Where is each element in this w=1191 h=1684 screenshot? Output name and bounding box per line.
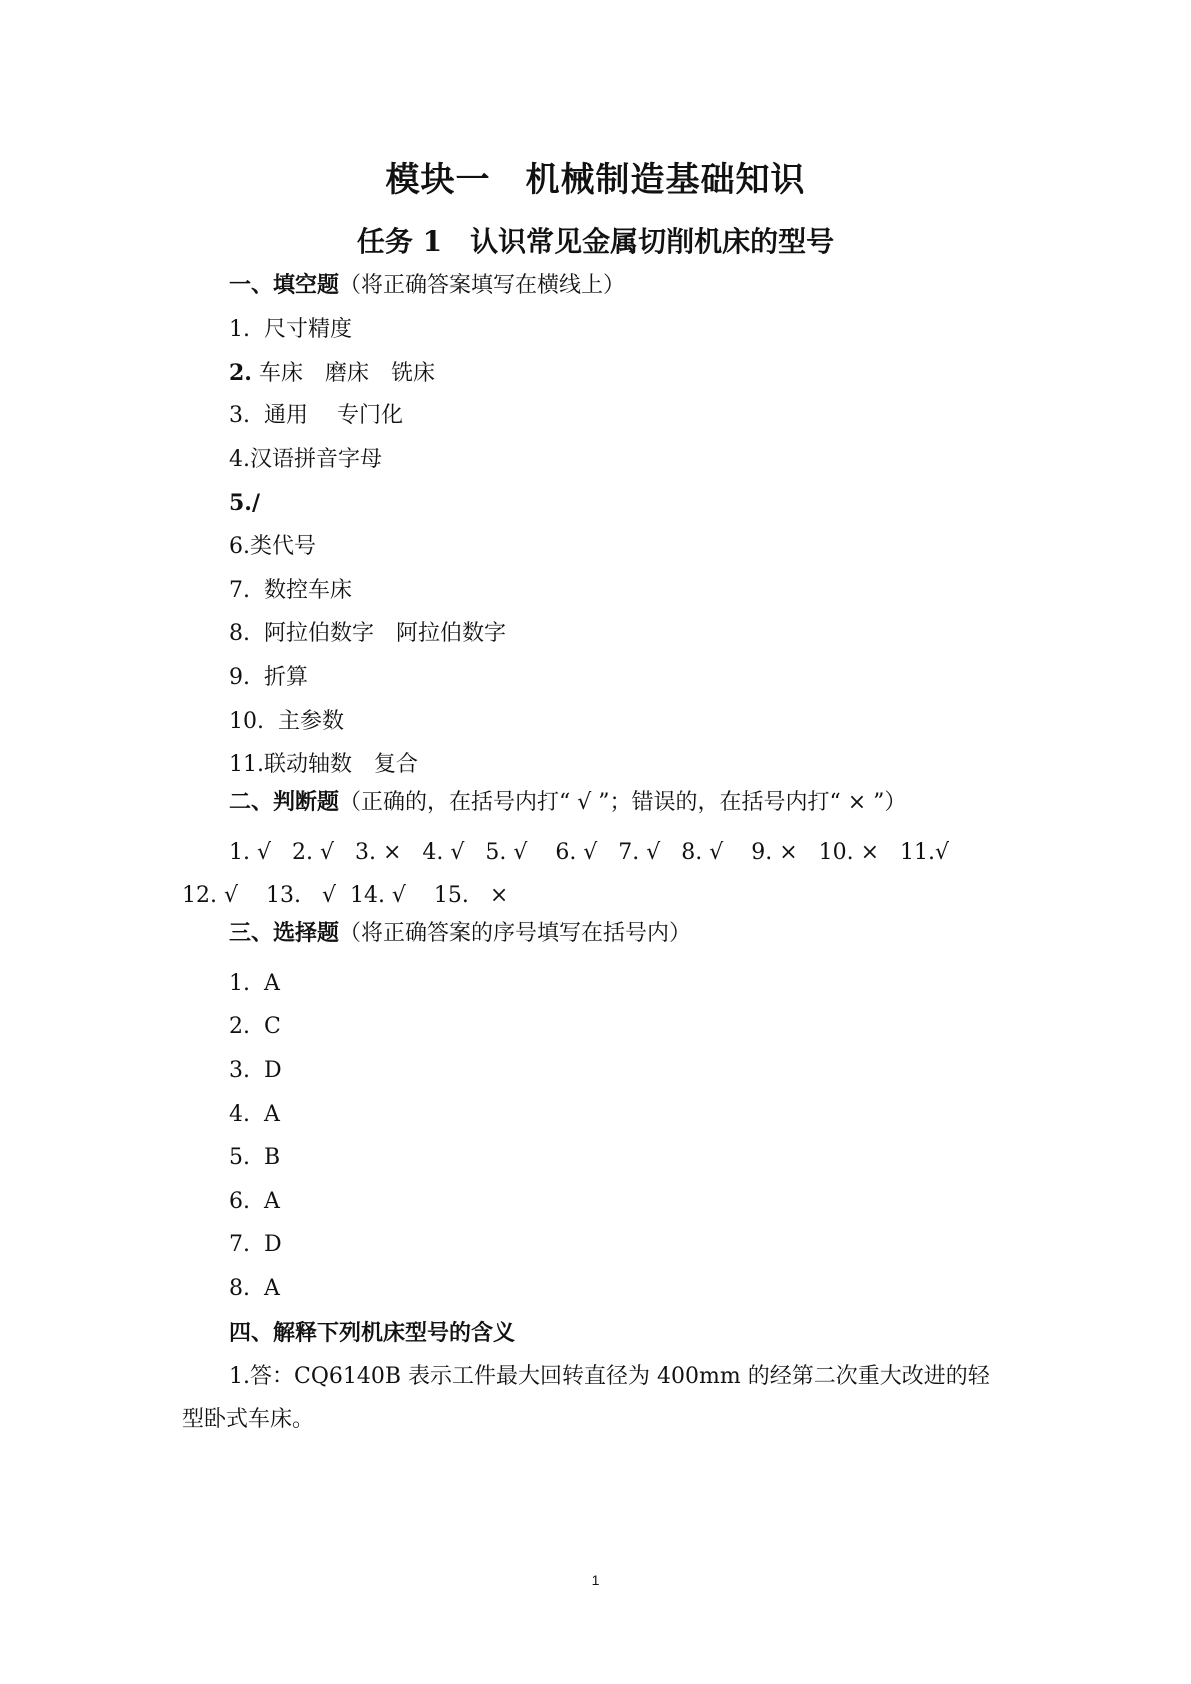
choice-answer-4: 4. A: [229, 1102, 280, 1127]
page-number: 1: [591, 1572, 600, 1588]
section3-header: [229, 918, 691, 949]
fill-answer-9: 9. 折算: [229, 665, 308, 690]
judge-answers-line2: 12. √ 13. √ 14. √ 15. ×: [182, 883, 509, 908]
section1-heading: 一、填空题: [229, 272, 340, 298]
section2-note: （正确的，在括号内打“ √ ”；错误的，在括号内打“ × ”）: [339, 790, 907, 815]
explain-answer-line1: 1.答：CQ6140B 表示工件最大回转直径为 400mm 的经第二次重大改进的轻: [229, 1364, 990, 1389]
explain-answer-line2: 型卧式车床。: [182, 1407, 315, 1432]
choice-answer-1: 1. A: [229, 971, 280, 996]
section3-note: （将正确答案的序号填写在括号内）: [339, 921, 692, 946]
fill-answer-10: 10. 主参数: [229, 709, 344, 734]
judge-answers-line1: 1. √ 2. √ 3. × 4. √ 5. √ 6. √ 7. √ 8. √ 9. × 10. × 11.√: [229, 840, 950, 865]
section4-heading: 四、解释下列机床型号的含义: [229, 1320, 516, 1346]
task-title: 任务 1 认识常见金属切削机床的型号: [356, 225, 835, 258]
section3-heading: 三、选择题: [229, 920, 340, 946]
choice-answer-7: 7. D: [229, 1232, 282, 1257]
fill-answer-4: 4.汉语拼音字母: [229, 447, 382, 472]
fill-answer-2-text: 车床 磨床 铣床: [251, 361, 435, 386]
choice-answer-2: 2. C: [229, 1014, 281, 1039]
fill-answer-6: 6.类代号: [229, 534, 316, 559]
fill-answer-11: 11.联动轴数 复合: [229, 752, 418, 777]
fill-answer-3: 3. 通用 专门化: [229, 403, 403, 428]
fill-answer-5: 5./: [229, 490, 261, 516]
fill-answer-2: [229, 358, 435, 389]
choice-answer-6: 6. A: [229, 1189, 280, 1214]
fill-answer-8: 8. 阿拉伯数字 阿拉伯数字: [229, 621, 506, 646]
module-title: 模块一 机械制造基础知识: [385, 160, 806, 200]
choice-answer-5: 5. B: [229, 1145, 281, 1170]
section1-header: [229, 270, 625, 301]
fill-answer-1: 1. 尺寸精度: [229, 317, 352, 342]
section1-note: （将正确答案填写在横线上）: [339, 273, 626, 298]
fill-answer-2-number: 2.: [229, 360, 252, 386]
section2-heading: 二、判断题: [229, 789, 340, 815]
section2-header: [229, 787, 906, 818]
fill-answer-7: 7. 数控车床: [229, 578, 352, 603]
choice-answer-3: 3. D: [229, 1058, 282, 1083]
choice-answer-8: 8. A: [229, 1276, 280, 1301]
